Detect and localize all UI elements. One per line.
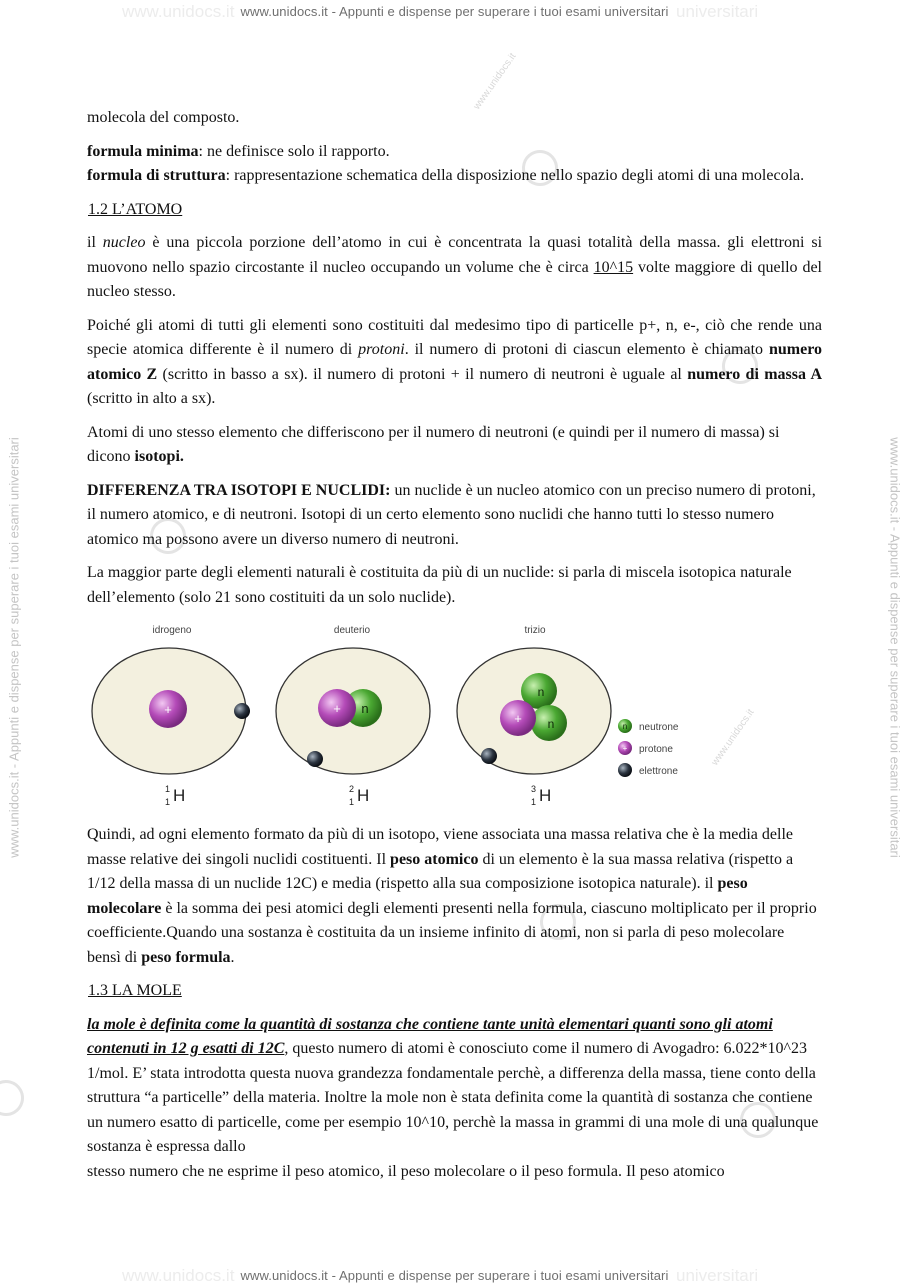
paragraph-text: Poiché gli atomi di tutti gli elementi sono costituiti dal medesimo tipo di particelle p+, n, e-, ciò che rende una specie atomica differente è il numero di [87,316,822,358]
paragraph-text: : rappresentazione schematica della disposizione nello spazio degli atomi di una molecola. [225,167,805,184]
isotopes-figure [87,619,822,819]
term: peso molecolare [87,875,748,917]
term: peso formula [141,948,231,966]
term: formula di struttura [87,167,226,184]
neutron-mark: n [537,685,545,699]
term: peso atomico [390,850,479,868]
isotope-symbol: H [539,786,552,805]
paragraph-text: : ne definisce solo il rapporto. [198,142,390,160]
term: formula minima [87,142,199,160]
legend-mark: + [622,744,628,753]
paragraph [87,1013,822,1160]
legend-label: protone [639,744,673,755]
proton-mark: + [164,702,172,717]
watermark-banner-top: www.unidocs.it - Appunti e dispense per superare i tuoi esami universitari [240,4,669,19]
proton-mark: + [514,711,522,726]
watermark-ghost-right: universitari [676,2,759,21]
paragraph-text: un nuclide è un nucleo atomico con un preciso numero di protoni, il numero atomico, e di neutroni. Isotopi di un certo elemento sono nuclidi che hanno tutti lo stesso numero atomico ma possono avere un diverso numero di neutroni. [87,481,816,548]
paragraph [87,231,822,305]
paragraph-text: molecola del composto. [87,109,240,126]
section-heading: 1.3 LA MOLE [88,982,182,999]
watermark-side-left: www.unidocs.it - Appunti e dispense per superare i tuoi esami universitari [6,437,22,858]
watermark-side-right: www.unidocs.it - Appunti e dispense per superare i tuoi esami universitari [887,437,903,858]
watermark-banner-bottom: www.unidocs.it - Appunti e dispense per superare i tuoi esami universitari [240,1268,669,1283]
neutron-mark: n [361,701,369,716]
isotope-symbol: H [357,786,370,805]
legend-label: neutrone [639,722,679,733]
atom-title: idrogeno [152,625,192,636]
atom-title: trizio [524,625,546,636]
italic-term: nucleo [102,234,146,251]
watermark-diagonal: www.unidocs.it [709,707,757,768]
paragraph [87,823,822,970]
term: isotopi. [134,448,184,465]
paragraph [87,314,822,412]
paragraph-text: . [230,948,235,966]
isotope-symbol: H [173,786,186,805]
italic-term: protoni [358,341,405,358]
section-heading: 1.2 L’ATOMO [88,200,183,218]
paragraph-text: La maggior parte degli elementi naturali è costituita da più di un nuclide: si parla di miscela isotopica naturale dell’elemento (solo 21 sono costituiti da un solo nuclide). [87,564,792,606]
mass-number: 2 [349,784,355,794]
paragraph [87,421,822,470]
atomic-number: 1 [349,797,355,807]
term: numero di massa A [687,365,822,383]
paragraph [87,106,822,131]
term: numero atomico Z [87,341,823,383]
paragraph [87,1160,822,1185]
watermark-ghost-left: www.unidocs.it [122,2,235,21]
paragraph-text: Quindi, ad ogni elemento formato da più di un isotopo, viene associata una massa relativa che è la media delle masse relative dei singoli nuclidi costituenti. Il [87,826,793,868]
paragraph-text: è la somma dei pesi atomici degli elementi presenti nella formula, ciascuno moltiplicato per il proprio coefficiente.Quando una sostanza è costituita da un insieme infinito di atomi, non si parla di peso molecolare bensì di [87,899,817,966]
legend-mark: n [622,722,628,731]
paragraph-text: (scritto in basso a sx). il numero di protoni + il numero di neutroni è uguale al [157,365,688,383]
term: DIFFERENZA TRA ISOTOPI E NUCLIDI: [87,481,391,499]
neutron-mark: n [547,717,555,731]
paragraph-text: volte maggiore di quello del nucleo stesso. [87,258,822,300]
underlined-value: 10^15 [593,258,634,276]
watermark-stamp-icon [0,1073,31,1122]
paragraph-text: . il numero di protoni di ciascun elemento è chiamato [404,341,769,358]
paragraph [87,164,822,189]
paragraph [87,140,822,165]
electron [307,751,323,767]
watermark-diagonal: www.unidocs.it [471,51,519,112]
legend-label: elettrone [639,766,678,777]
paragraph-text: stesso numero che ne esprime il peso atomico, il peso molecolare o il peso formula. Il peso atomico [87,1162,725,1180]
mass-number: 3 [531,784,537,794]
figure-legend [618,719,679,777]
atomic-number: 1 [165,797,171,807]
proton-mark: + [333,701,341,716]
paragraph [87,561,822,610]
paragraph-text: il [87,234,103,251]
paragraph [87,479,822,553]
isotopes-diagram [87,619,822,819]
electron [234,703,250,719]
paragraph-text: è una piccola porzione dell’atomo in cui è concentrata la quasi totalità della massa. gli elettroni si muovono nello spazio circostante il nucleo occupando un volume che è circa [87,234,823,276]
atom-title: deuterio [333,625,371,636]
paragraph-text: Atomi di uno stesso elemento che differiscono per il numero di neutroni (e quindi per il numero di massa) si dicono [87,423,780,465]
legend-electron-icon [618,763,632,777]
watermark-ghost-right-bottom: universitari [676,1266,759,1285]
paragraph-text: , questo numero di atomi è conosciuto come il numero di Avogadro: 6.022*10^23 1/mol. E’ stata introdotta questa nuova grandezza fondamentale perchè, a differenza della massa, tiene conto della struttura “a particelle” della materia. Inoltre la mole non è stata definita come la quantità di sostanza che contiene un numero esatto di particelle, come per esempio 10^10, perchè la massa in grammi di una mole di una qualunque sostanza è espressa dallo [87,1040,819,1155]
watermark-ghost-left-bottom: www.unidocs.it [122,1266,235,1285]
definition: la mole è definita come la quantità di sostanza che contiene tante unità elementari quanti sono gli atomi contenuti in 12 g esatti di 12C [87,1015,773,1057]
electron [481,748,497,764]
document-body [87,106,822,1193]
mass-number: 1 [165,784,171,794]
paragraph-text: di un elemento è la sua massa relativa (rispetto a 1/12 della massa di un nuclide 12C) e media (rispetto alla sua composizione isotopica naturale). il [87,850,794,892]
atomic-number: 1 [531,797,537,807]
paragraph-text: (scritto in alto a sx). [87,390,216,407]
